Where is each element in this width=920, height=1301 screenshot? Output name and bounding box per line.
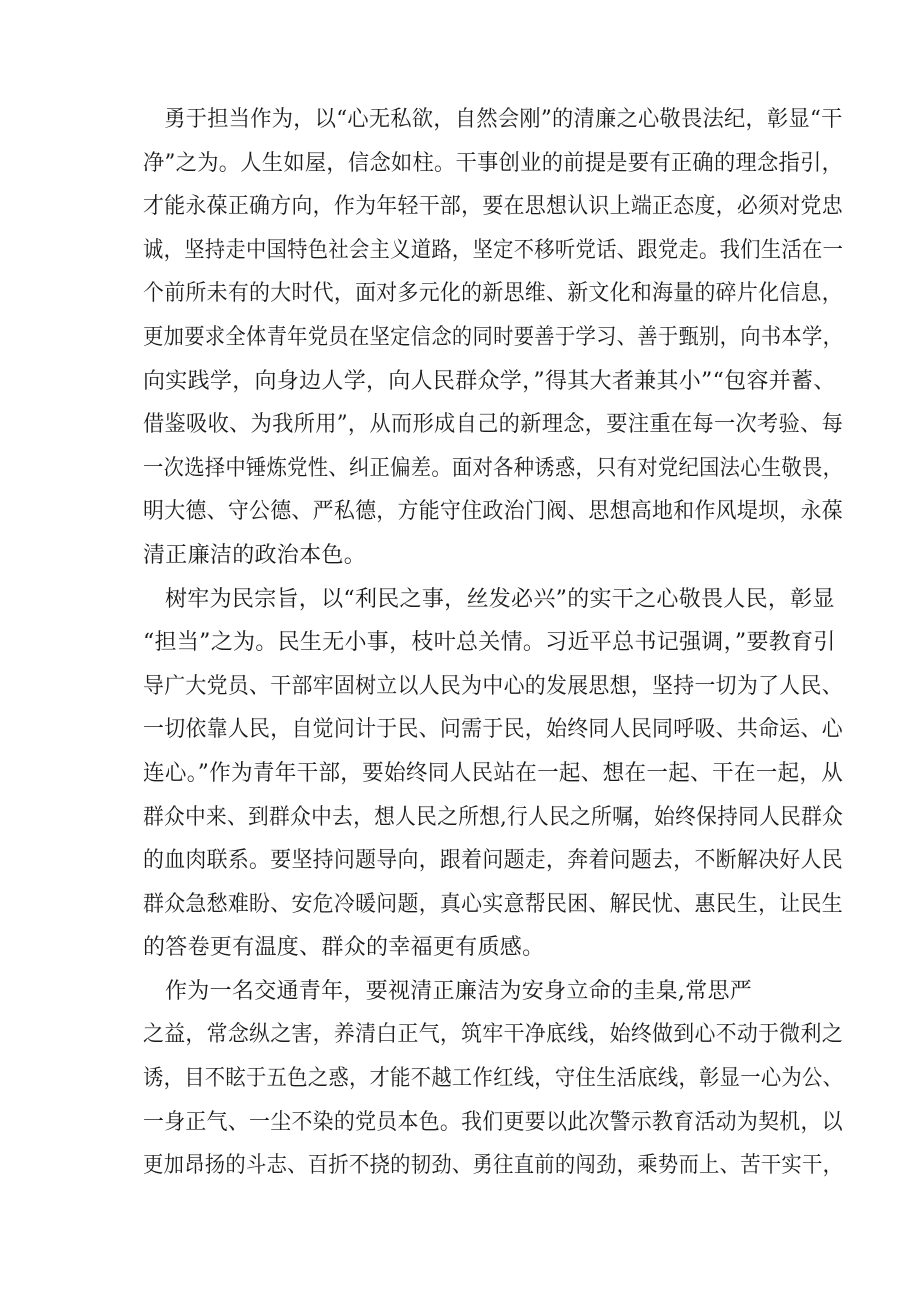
paragraph-line: 才能永葆正确方向，作为年轻干部，要在思想认识上端正态度，必须对党忠: [143, 194, 843, 220]
paragraph-line: 诚，坚持走中国特色社会主义道路，坚定不移听党话、跟党走。我们生活在一: [143, 237, 844, 263]
paragraph-line: 导广大党员、干部牢固树立以人民为中心的发展思想，坚持一切为了人民、: [143, 673, 843, 699]
paragraph-line: 清正廉洁的政治本色。: [143, 542, 367, 568]
paragraph: [143, 98, 843, 578]
paragraph-line: 群众急愁难盼、安危冷暖问题，真心实意帮民困、解民忧、惠民生，让民生: [143, 891, 843, 917]
paragraph-line: “担当”之为。民生无小事，枝叶总关情。习近平总书记强调，”要教育引: [143, 630, 836, 656]
paragraph-line: 一切依靠人民，自觉问计于民、问需于民，始终同人民同呼吸、共命运、心: [143, 717, 843, 743]
paragraph-line: 的血肉联系。要坚持问题导向，跟着问题走，奔着问题去，不断解决好人民: [143, 848, 843, 874]
paragraph-line: 更加要求全体青年党员在坚定信念的同时要善于学习、善于甄别，向书本学，: [143, 324, 844, 350]
paragraph-line: 的答卷更有温度、群众的幸福更有质感。: [143, 935, 545, 961]
paragraph-line: 群众中来、到群众中去，想人民之所想,行人民之所嘱，始终保持同人民群众: [143, 804, 844, 830]
paragraph: [143, 578, 843, 970]
paragraph-line: 明大德、守公德、严私德，方能守住政治门阀、思想高地和作风堤坝，永葆: [143, 499, 843, 525]
paragraph-line: 一次选择中锤炼党性、纠正偏差。面对各种诱惑，只有对党纪国法心生敬畏，: [143, 455, 844, 481]
paragraph-line: 更加昂扬的斗志、百折不挠的韧劲、勇往直前的闯劲，乘势而上、苦干实干，: [143, 1153, 844, 1179]
paragraph-line: 个前所未有的大时代，面对多元化的新思维、新文化和海量的碎片化信息，: [143, 281, 843, 307]
paragraph-line: 向实践学，向身边人学，向人民群众学，”得其大者兼其小”“包容并蓄、: [143, 368, 836, 394]
paragraph-line: 诱，目不眩于五色之惑，才能不越工作红线，守住生活底线，彰显一心为公、: [143, 1066, 844, 1092]
paragraph-line: 一身正气、一尘不染的党员本色。我们更要以此次警示教育活动为契机，以: [143, 1109, 843, 1135]
paragraph-line: 作为一名交通青年，要视清正廉洁为安身立命的圭臬,常思严: [165, 978, 753, 1004]
paragraph: [143, 970, 843, 1188]
paragraph-line: 连心。”作为青年干部，要始终同人民站在一起、想在一起、干在一起，从: [143, 760, 844, 786]
paragraph-line: 勇于担当作为，以“心无私欲，自然会刚”的清廉之心敬畏法纪，彰显“干: [164, 107, 843, 132]
paragraph-line: 树牢为民宗旨，以“利民之事，丝发必兴”的实干之心敬畏人民，彰显: [165, 586, 835, 612]
paragraph-line: 借鉴吸收、为我所用”，从而形成自己的新理念，要注重在每一次考验、每: [143, 412, 844, 438]
document-body: [143, 98, 843, 1188]
paragraph-line: 净”之为。人生如屋，信念如柱。干事创业的前提是要有正确的理念指引，: [143, 150, 844, 176]
paragraph-line: 之益，常念纵之害，养清白正气，筑牢干净底线，始终做到心不动于微利之: [143, 1022, 843, 1048]
